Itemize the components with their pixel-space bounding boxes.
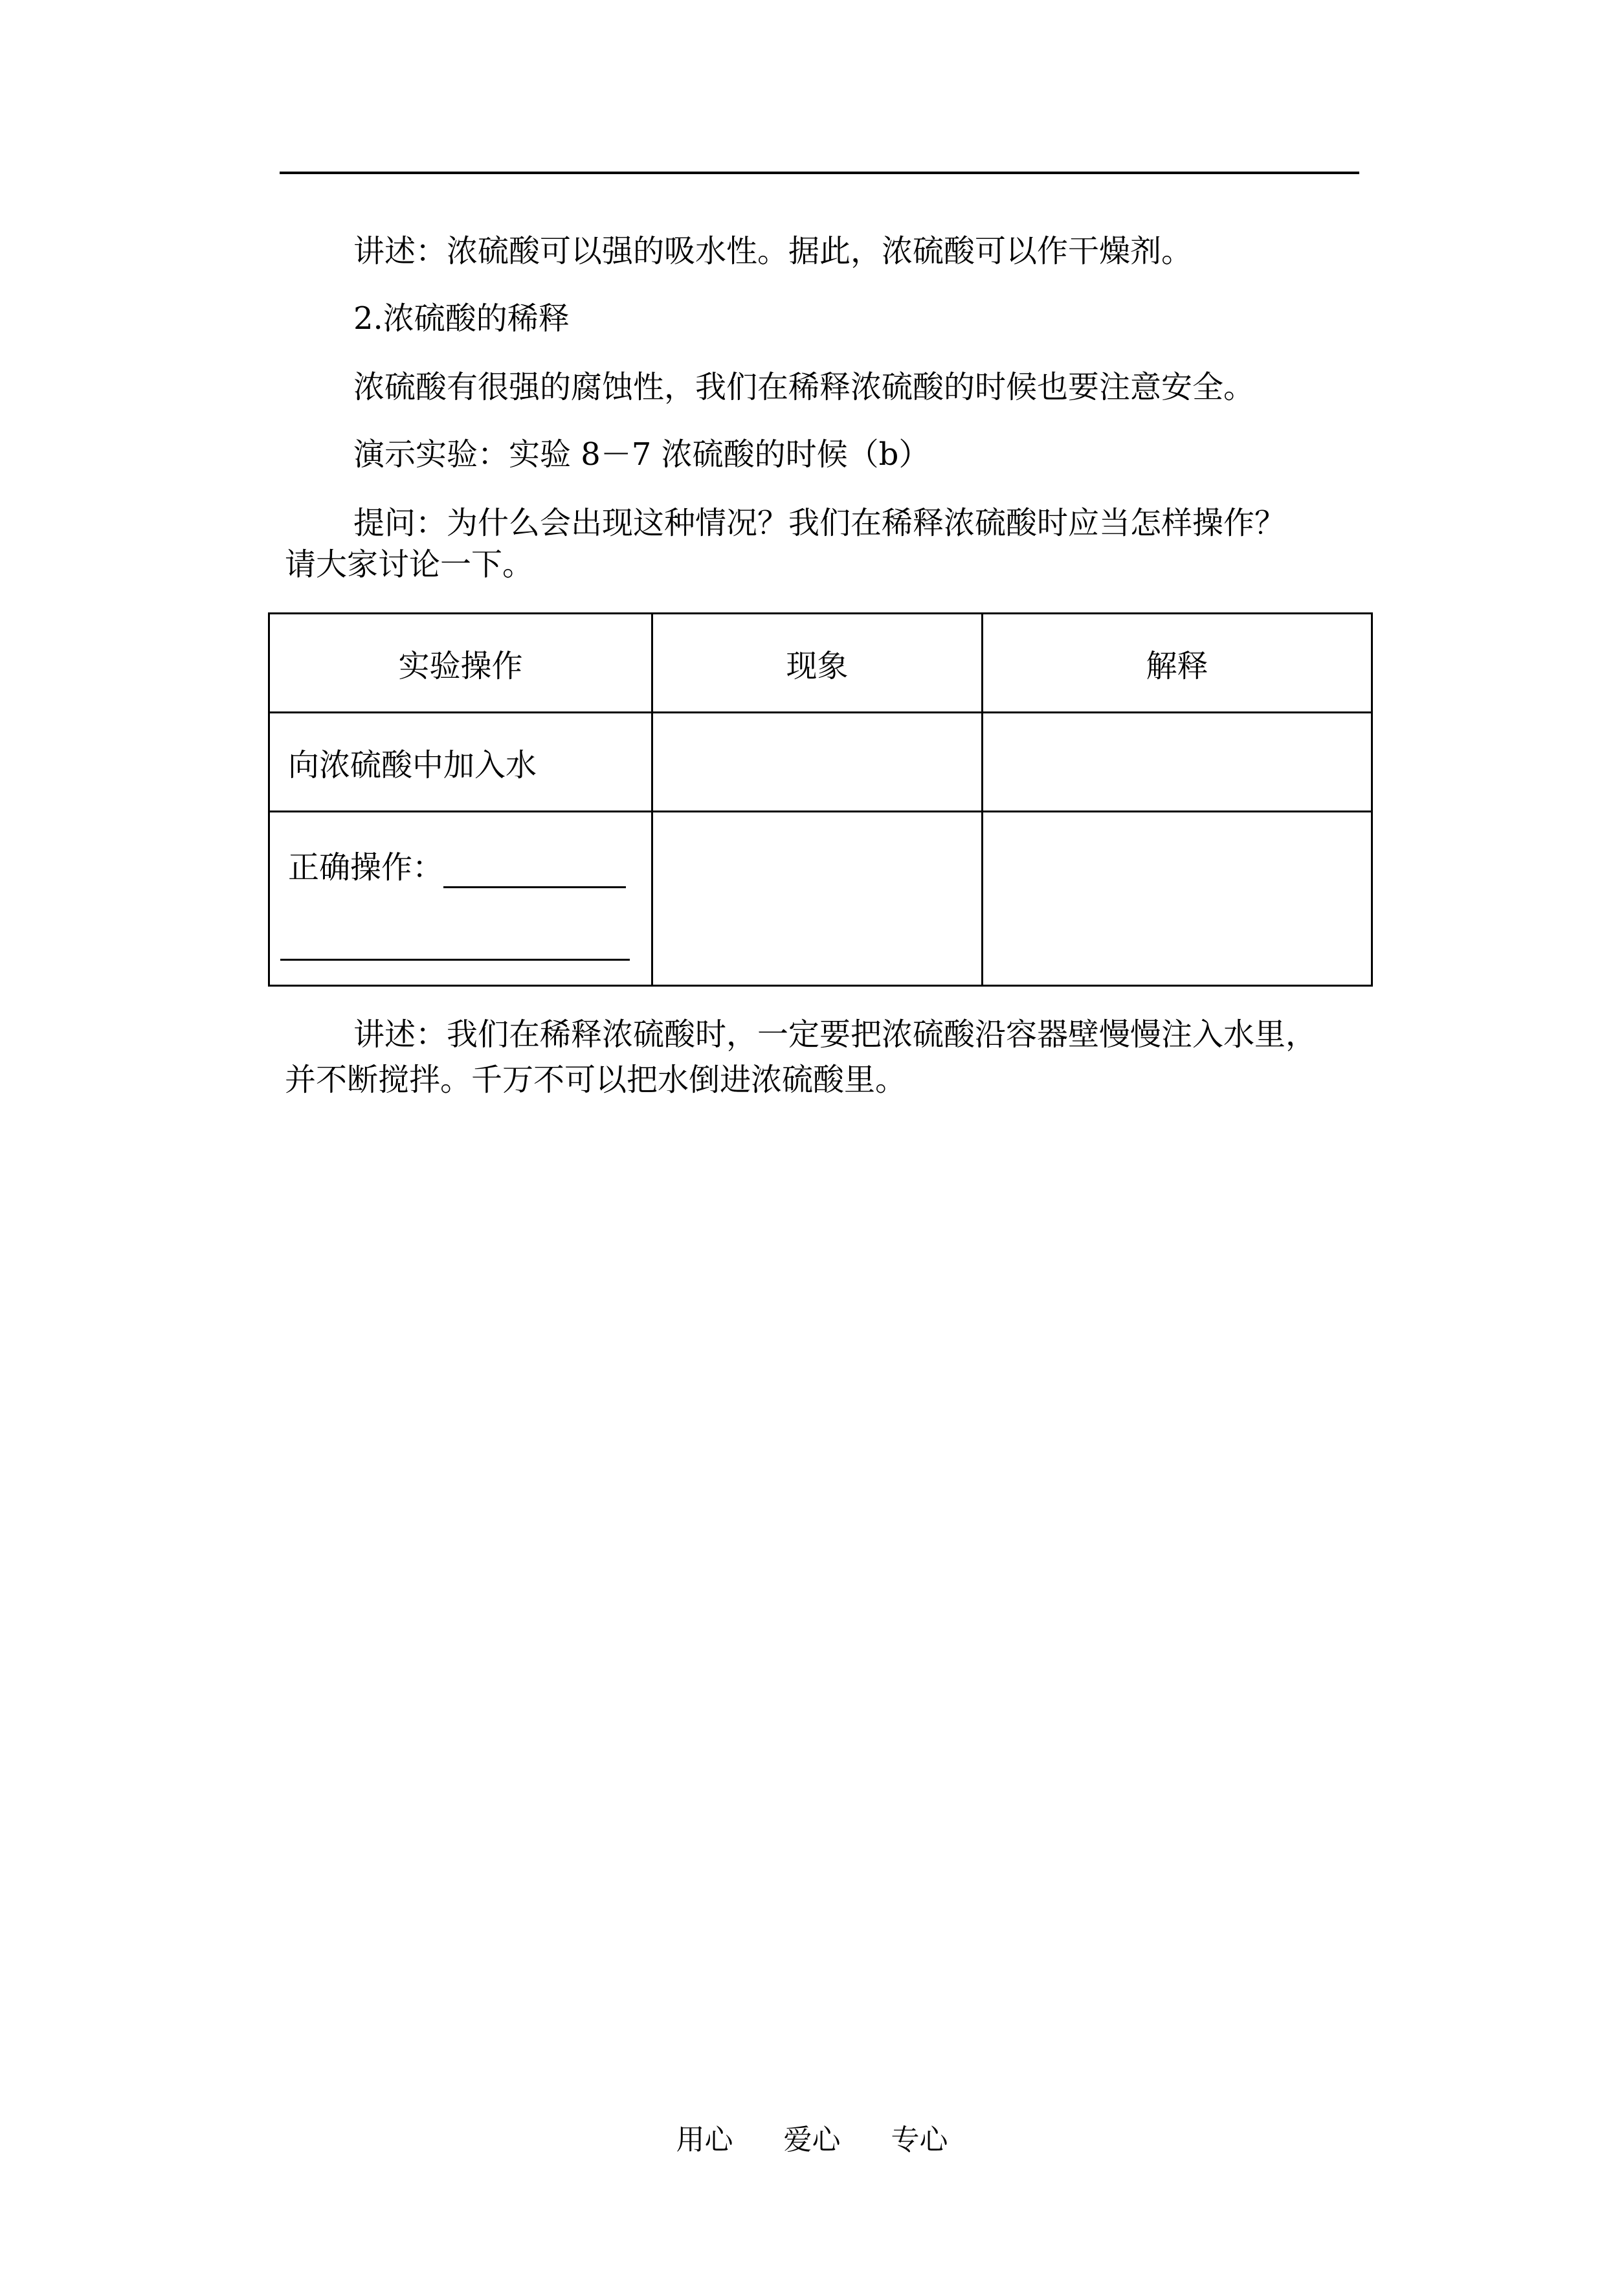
- table-row: [269, 713, 1372, 812]
- answer-blank-line: [443, 856, 626, 888]
- paragraph-narration-2: 讲述：我们在稀释浓硫酸时，一定要把浓硫酸沿容器壁慢慢注入水里，: [353, 1016, 1317, 1053]
- cell-empty: [652, 713, 983, 812]
- header-rule: [280, 172, 1359, 174]
- header-explanation: 解释: [983, 614, 1372, 713]
- paragraph-narration-3: 并不断搅拌。千万不可以把水倒进浓硫酸里。: [285, 1062, 907, 1098]
- cell-empty: [983, 713, 1372, 812]
- cell-correct-operation: [269, 812, 652, 986]
- correct-operation-label: 正确操作：: [288, 849, 444, 886]
- paragraph-demo: 演示实验：实验 8－7 浓硫酸的时候（b）: [353, 436, 930, 473]
- answer-blank-line: [280, 929, 630, 961]
- cell-empty: [652, 812, 983, 986]
- table-header-row: [269, 614, 1372, 713]
- paragraph-corrosive: 浓硫酸有很强的腐蚀性，我们在稀释浓硫酸的时候也要注意安全。: [353, 369, 1255, 405]
- page-footer: [0, 2121, 1624, 2160]
- footer-text: 专心: [891, 2123, 948, 2156]
- footer-text: 用心: [676, 2123, 733, 2156]
- cell-add-water: 向浓硫酸中加入水: [269, 713, 652, 812]
- cell-empty: [983, 812, 1372, 986]
- paragraph-question-2: 请大家讨论一下。: [285, 546, 534, 583]
- footer-text: 爱心: [783, 2123, 841, 2156]
- paragraph-question-1: 提问：为什么会出现这种情况？我们在稀释浓硫酸时应当怎样操作？: [353, 505, 1286, 541]
- header-operation: 实验操作: [269, 614, 652, 713]
- paragraph-narration-1: 讲述：浓硫酸可以强的吸水性。据此，浓硫酸可以作干燥剂。: [353, 233, 1193, 269]
- section-heading: 2.浓硫酸的稀释: [353, 300, 570, 337]
- table-row: [269, 812, 1372, 986]
- header-phenomenon: 现象: [652, 614, 983, 713]
- experiment-table: [268, 612, 1373, 987]
